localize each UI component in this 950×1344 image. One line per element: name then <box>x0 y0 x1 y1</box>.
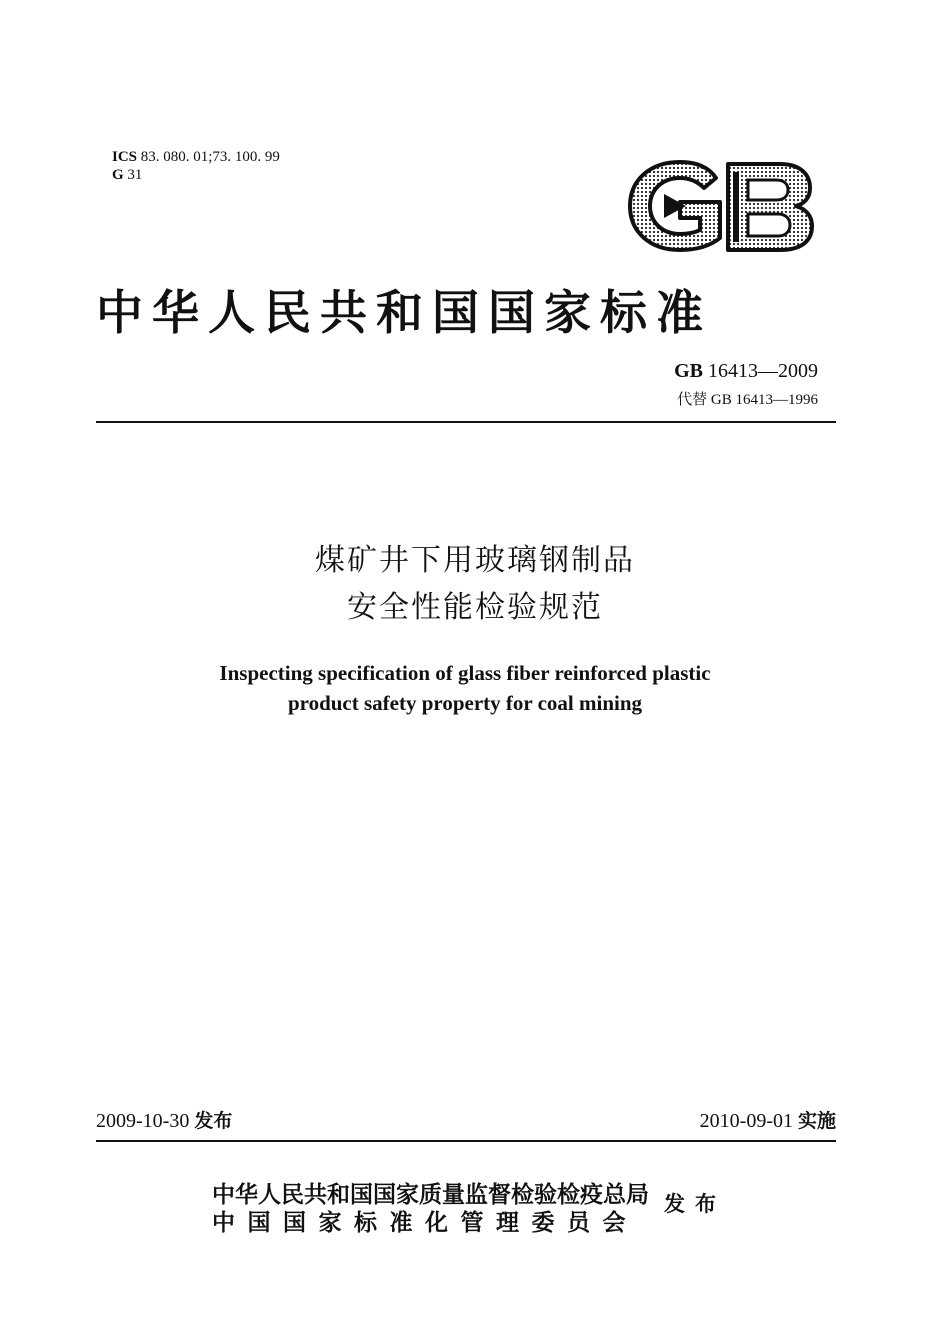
issue-date-tag: 发布 <box>194 1110 233 1132</box>
issue-date-value: 2009-10-30 <box>96 1110 190 1132</box>
effective-date <box>700 1106 836 1133</box>
title-en-line2: product safety property for coal mining <box>287 691 643 715</box>
ics-line <box>112 148 280 166</box>
issuer-sac: 中国国家标准化管理委员会 <box>212 1210 638 1236</box>
standard-number <box>674 360 818 383</box>
effective-date-tag: 实施 <box>797 1110 836 1132</box>
title-zh-line1: 煤矿井下用玻璃钢制品 <box>315 543 635 578</box>
ics-codes: 83. 080. 01;73. 100. 99 <box>140 149 280 165</box>
ccs-line <box>112 166 280 184</box>
bottom-divider <box>96 1140 836 1142</box>
title-zh-line2: 安全性能检验规范 <box>347 590 603 625</box>
ccs-label: G <box>112 167 124 183</box>
issue-date <box>96 1106 232 1133</box>
ccs-code: 31 <box>127 167 143 183</box>
effective-date-value: 2010-09-01 <box>699 1110 793 1132</box>
publish-label: 发布 <box>664 1192 726 1216</box>
replaces-standard: 代替 GB 16413—1996 <box>677 392 818 408</box>
ics-label: ICS <box>112 149 138 165</box>
title-en-line1: Inspecting specification of glass fiber reinforced plastic <box>219 661 711 685</box>
standard-prefix: GB <box>674 360 703 382</box>
issuer-aqsiq: 中华人民共和国国家质量监督检验检疫总局 <box>212 1182 649 1208</box>
gb-logo-icon <box>624 158 816 254</box>
classification-codes <box>112 148 280 184</box>
national-standard-title: 中华人民共和国国家标准 <box>96 286 712 341</box>
standard-code: 16413—2009 <box>708 360 818 382</box>
top-divider <box>96 421 836 423</box>
